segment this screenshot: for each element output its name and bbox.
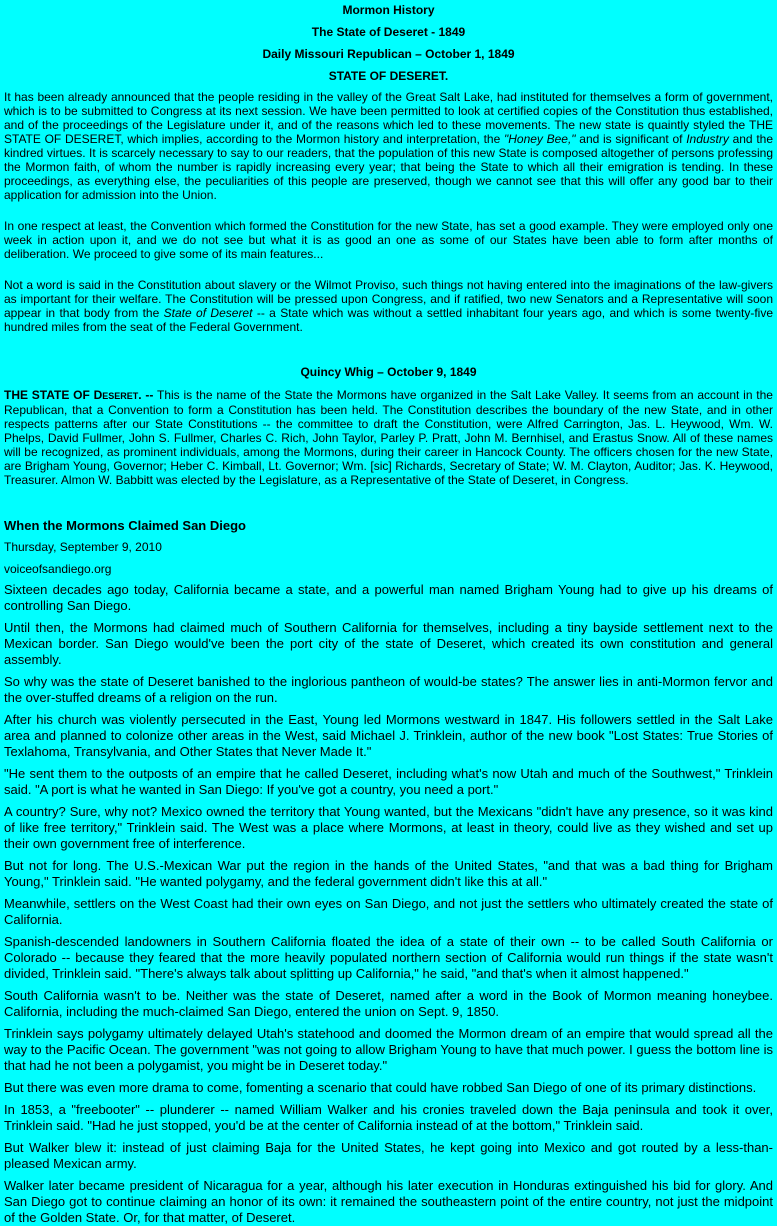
article-paragraph: Meanwhile, settlers on the West Coast had their own eyes on San Diego, and not just the settlers who ultimately created the state of California. — [4, 896, 773, 927]
article-paragraph: After his church was violently persecuted in the East, Young led Mormons westward in 1847. His followers settled in the Salt Lake area and planned to colonize other areas in the West, said Michael J. Trinklein, author of the new book "Lost States: True Stories of Texlahoma, Transylvania, and Other States that Never Made It." — [4, 712, 773, 759]
republican-paragraph-1: It has been already announced that the people residing in the valley of the Great Salt Lake, had instituted for themselves a form of government, which is to be submitted to Congress at its next session. We have been permitted to look at certified copies of the Constitution thus established, and of the proceedings of the Legislature under it, and of the reasons which led to these movements. The new state is quaintly styled the THE STATE OF DESERET, which implies, according to the Mormon history and interpretation, the "Honey Bee," and is significant of Industry and the kindred virtues. It is scarcely necessary to say to our readers, that the population of this new State is composed altogether of persons professing the Mormon faith, of whom the number is rapidly increasing every year; that being the State to which all their emigration is tending. In these proceedings, as everything else, the peculiarities of this people are preserved, though we cannot see that this will offer any good bar to their application for admission into the Union. — [4, 90, 773, 202]
article-paragraph: Trinklein says polygamy ultimately delayed Utah's statehood and doomed the Mormon dream of an empire that would spread all the way to the Pacific Ocean. The government "was not going to allow Brigham Young to have that much power. I guess the bottom line is that had he not been a polygamist, you might be in Deseret today." — [4, 1026, 773, 1073]
article-paragraph: "He sent them to the outposts of an empire that he called Deseret, including what's now Utah and much of the Southwest," Trinklein said. "A port is what he wanted in San Diego: If you've got a country, you need a port." — [4, 766, 773, 797]
article-paragraph: South California wasn't to be. Neither was the state of Deseret, named after a word in the Book of Mormon meaning honeybee. California, including the much-claimed San Diego, entered the union on Sept. 9, 1850. — [4, 988, 773, 1019]
republican-paragraph-2: In one respect at least, the Convention which formed the Constitution for the new State, has set a good example. They were employed only one week in action upon it, and we do not see but what it is as good an one as some of our States have been able to form after months of deliberation. We proceed to give some of its main features... — [4, 219, 773, 261]
article-paragraph: Until then, the Mormons had claimed much of Southern California for themselves, including a tiny bayside settlement next to the Mexican border. San Diego would've been the port city of the state of Deseret, which created its own constitution and general assembly. — [4, 620, 773, 667]
article-heading: STATE OF DESERET. — [328, 69, 449, 83]
page-title: Mormon History — [342, 3, 435, 17]
article-header — [4, 518, 773, 576]
article-paragraph: Spanish-descended landowners in Southern California floated the idea of a state of their own -- to be called South California or Colorado -- because they feared that the more heavily populated northern section of California would run things if the state wasn't divided, Trinklein said. "There's always talk about splitting up California," he said, "and that's when it almost happened." — [4, 934, 773, 981]
article-paragraph: So why was the state of Deseret banished to the inglorious pantheon of would-be states? The answer lies in anti-Mormon fervor and the over-stuffed dreams of a religion on the run. — [4, 674, 773, 705]
page-subtitle: The State of Deseret - 1849 — [311, 25, 466, 39]
republican-paragraph-3: Not a word is said in the Constitution about slavery or the Wilmot Proviso, such things not having entered into the imaginations of the law-givers as important for their welfare. The Constitution will be pressed upon Congress, and if ratified, two new Senators and a Representative will soon appear in that body from the State of Deseret -- a State which was without a settled inhabitant four years ago, and which is some twenty-five hundred miles from the seat of the Federal Government. — [4, 278, 773, 334]
article-paragraph: But not for long. The U.S.-Mexican War put the region in the hands of the United States, "and that was a bad thing for Brigham Young," Trinklein said. "He wanted polygamy, and the federal government didn't like this at all." — [4, 858, 773, 889]
source-heading: Daily Missouri Republican – October 1, 1849 — [262, 47, 515, 61]
article-paragraph: In 1853, a "freebooter" -- plunderer -- named William Walker and his cronies traveled down the Baja peninsula and took it over, Trinklein said. "Had he just stopped, you'd be at the center of California instead of at the bottom," Trinklein said. — [4, 1102, 773, 1133]
article-paragraph: Sixteen decades ago today, California became a state, and a powerful man named Brigham Young had to give up his dreams of controlling San Diego. — [4, 582, 773, 613]
article-title: When the Mormons Claimed San Diego — [4, 518, 246, 533]
article-paragraph: A country? Sure, why not? Mexico owned the territory that Young wanted, but the Mexicans "didn't have any presence, so it was kind of like free territory," Trinklein said. The West was a place where Mormons, at least in theory, could live as they wished and set up their own government free of interference. — [4, 804, 773, 851]
article-body — [4, 582, 773, 1226]
article-date: Thursday, September 9, 2010 — [4, 540, 162, 554]
whig-label: THE STATE OF DESERET. -- — [4, 388, 154, 402]
whig-source-heading: Quincy Whig – October 9, 1849 — [300, 365, 477, 379]
article-paragraph: Walker later became president of Nicaragua for a year, although his later execution in Honduras extinguished his bid for glory. And San Diego got to continue claiming an honor of its own: it remained the southeastern point of the entire country, not just the midpoint of the Golden State. Or, for that matter, of Deseret. — [4, 1178, 773, 1225]
whig-paragraph: THE STATE OF DESERET. -- This is the name of the State the Mormons have organized in the Salt Lake Valley. It seems from an account in the Republican, that a Convention to form a Constitution has been held. The Constitution describes the boundary of the new State, and in other respects patterns after our State Constitutions -- the committee to draft the Constitution, were Alfred Carrington, Jas. L. Heywood, Wm. W. Phelps, David Fullmer, John S. Fullmer, Charles C. Rich, John Taylor, Parley P. Pratt, John M. Bernhisel, and Erastus Snow. All of these names will be recognized, as prominent individuals, among the Mormons, during their career in Hancock County. The officers chosen for the new State, are Brigham Young, Governor; Heber C. Kimball, Lt. Governor; Wm. [sic] Richards, Secretary of State; W. M. Clayton, Auditor; Jas. K. Heywood, Treasurer. Almon W. Babbitt was elected by the Legislature, as a Representative of the State of Deseret, in Congress. — [4, 388, 773, 487]
article-paragraph: But there was even more drama to come, fomenting a scenario that could have robbed San Diego of one of its primary distinctions. — [4, 1080, 757, 1095]
article-site: voiceofsandiego.org — [4, 562, 112, 576]
article-paragraph: But Walker blew it: instead of just claiming Baja for the United States, he kept going into Mexico and got routed by a less-than-pleased Mexican army. — [4, 1140, 773, 1171]
